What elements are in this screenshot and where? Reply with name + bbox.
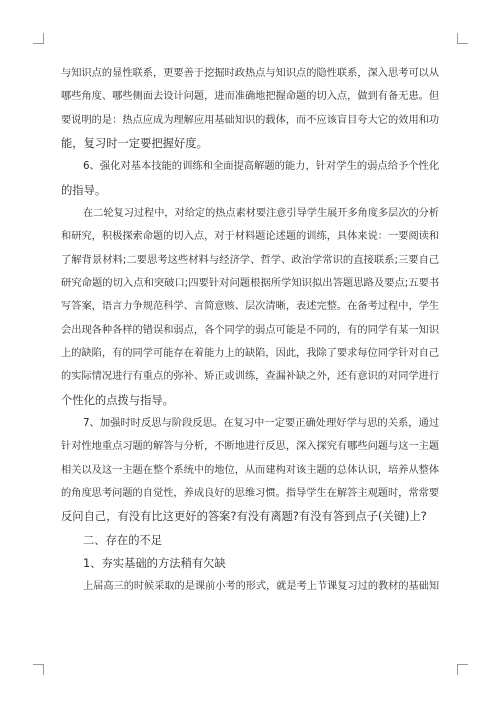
crop-mark-top-right <box>457 33 468 44</box>
text-line: 针对性地重点习题的解答与分析，不断地进行反思，深入探究有哪些问题与这一主题 <box>61 441 440 453</box>
paragraph-start: 上届高三的时候采取的是课前小考的形式，就是考上节课复习过的教材的基础知 <box>83 581 440 593</box>
crop-mark-top-left <box>33 33 44 44</box>
body-text <box>61 62 439 599</box>
section-heading-deficiencies: 二、存在的不足 <box>83 533 163 547</box>
text-line: 的指导。 <box>61 183 107 197</box>
crop-mark-bottom-right <box>457 664 468 675</box>
crop-mark-bottom-left <box>33 664 44 675</box>
text-line: 哪些角度、哪些侧面去设计问题，进而准确地把握命题的切入点，做到有备无患。但 <box>61 91 440 103</box>
text-line: 能，复习时一定要把握好度。 <box>61 136 208 150</box>
text-line: 与知识点的显性联系，更要善于挖掘时政热点与知识点的隐性联系，深入思考可以从 <box>61 68 440 79</box>
text-line: 相关以及这一主题在整个系统中的地位，从而建构对该主题的总体认识，培养从整体 <box>61 464 440 476</box>
text-line: 研究命题的切入点和突破口;四要针对问题根据所学知识拟出答题思路及要点;五要书 <box>61 276 440 289</box>
text-line: 了解背景材料;二要思考这些材料与经济学、哲学、政治学常识的直接联系;三要自己 <box>61 253 440 266</box>
subsection-heading-1: 1、夯实基础的方法稍有欠缺 <box>83 556 226 570</box>
section-heading-7: 7、加强时时反思与阶段反思。在复习中一定要正确处理好学与思的关系，通过 <box>83 416 440 429</box>
text-line: 和研究，积极探索命题的切入点，对于材料题论述题的训练，具体来说：一要阅读和 <box>61 231 440 243</box>
paragraph-start: 在二轮复习过程中，对给定的热点素材要注意引导学生展开多角度多层次的分析 <box>83 207 440 219</box>
section-heading-6: 6、强化对基本技能的训练和全面提高解题的能力，针对学生的弱点给予个性化 <box>83 160 440 173</box>
text-line: 要说明的是：热点应成为理解应用基础知识的载体，而不应该盲目夸大它的效用和功 <box>61 114 440 126</box>
text-line: 会出现各种各样的错误和弱点，各个同学的弱点可能是不同的，有的同学有某一知识 <box>61 324 440 336</box>
text-line: 上的缺陷，有的同学可能存在着能力上的缺陷，因此，我除了要求每位同学针对自己 <box>61 347 440 359</box>
text-line: 的实际情况进行有重点的弥补、矫正或训练，查漏补缺之外，还有意识的对同学进行 <box>61 371 440 383</box>
text-line: 反问自己，有没有比这更好的答案?有没有离题?有没有答到点子(关键)上? <box>61 510 427 524</box>
text-line: 个性化的点拨与指导。 <box>61 393 174 407</box>
text-line: 的角度思考问题的自觉性，养成良好的思维习惯。指导学生在解答主观题时，常常要 <box>61 487 440 499</box>
text-line: 写答案，语言力争规范科学、言简意赅、层次清晰，表述完整。在备考过程中，学生 <box>61 301 440 313</box>
